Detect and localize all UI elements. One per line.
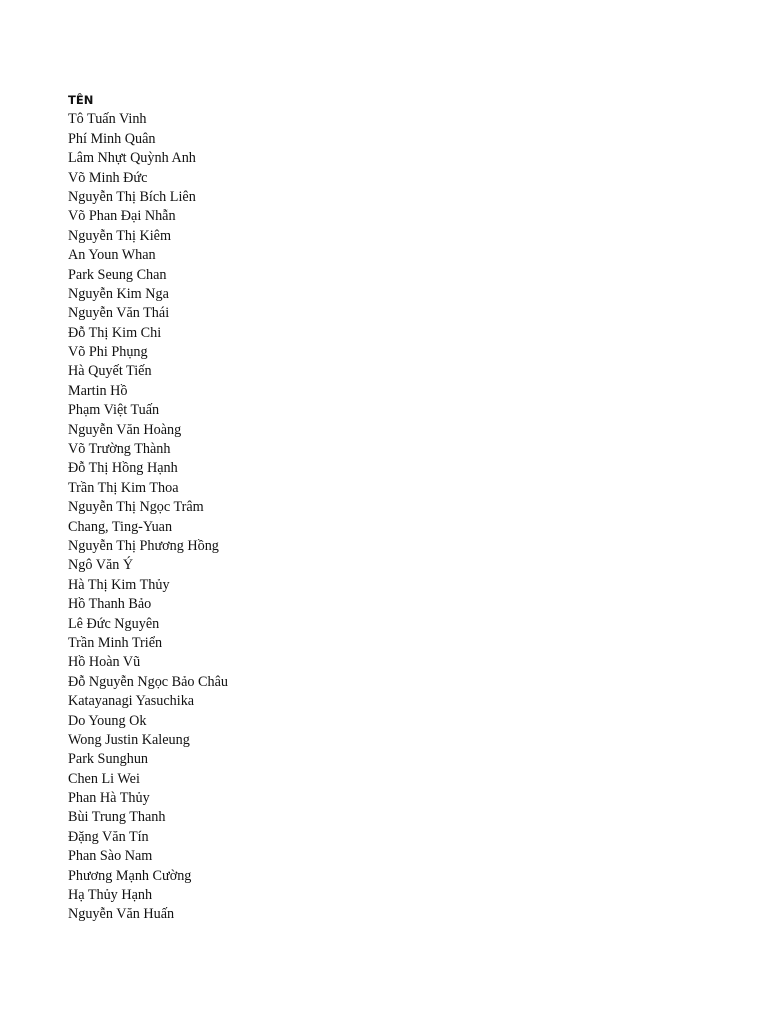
name-row: Đỗ Nguyễn Ngọc Bảo Châu xyxy=(68,673,228,690)
name-row: Chen Li Wei xyxy=(68,770,140,787)
name-row: Nguyễn Thị Kiêm xyxy=(68,227,171,244)
name-row: Chang, Ting-Yuan xyxy=(68,518,173,535)
name-row: Hạ Thủy Hạnh xyxy=(68,887,153,904)
name-row: Phan Sào Nam xyxy=(68,848,153,865)
name-row: Nguyễn Văn Huấn xyxy=(68,906,175,923)
name-row: Park Seung Chan xyxy=(68,266,167,283)
name-row: Ngô Văn Ý xyxy=(68,557,134,574)
name-row: Hồ Thanh Bảo xyxy=(68,596,152,613)
name-row: Hà Thị Kim Thủy xyxy=(68,576,170,593)
name-row: Đỗ Thị Hồng Hạnh xyxy=(68,460,178,477)
name-row: Phí Minh Quân xyxy=(68,130,156,147)
name-row: Phan Hà Thủy xyxy=(68,790,150,807)
name-row: Trần Thị Kim Thoa xyxy=(68,479,179,496)
name-row: Martin Hồ xyxy=(68,382,128,399)
name-row: Nguyễn Văn Hoàng xyxy=(68,421,182,438)
name-row: Park Sunghun xyxy=(68,751,149,768)
name-row: Võ Phan Đại Nhẫn xyxy=(68,208,176,225)
name-row: Phạm Việt Tuấn xyxy=(68,402,160,419)
name-row: Katayanagi Yasuchika xyxy=(68,693,195,710)
name-row: Võ Minh Đức xyxy=(68,169,148,186)
name-row: Nguyễn Thị Bích Liên xyxy=(68,188,196,205)
name-row: Do Young Ok xyxy=(68,712,147,729)
name-sheet xyxy=(68,91,228,925)
name-row: An Youn Whan xyxy=(68,247,156,264)
name-row: Võ Trường Thành xyxy=(68,441,171,458)
name-row: Lê Đức Nguyên xyxy=(68,615,160,632)
name-row: Trần Minh Triển xyxy=(68,634,163,651)
name-row: Đỗ Thị Kim Chi xyxy=(68,324,162,341)
name-row: Võ Phi Phụng xyxy=(68,344,148,361)
name-row: Nguyễn Văn Thái xyxy=(68,305,170,322)
name-row: Nguyễn Thị Ngọc Trâm xyxy=(68,499,204,516)
name-row: Nguyễn Kim Nga xyxy=(68,285,169,302)
name-row: Bùi Trung Thanh xyxy=(68,809,166,826)
name-row: Tô Tuấn Vinh xyxy=(68,111,147,128)
name-row: Đặng Văn Tín xyxy=(68,828,149,845)
name-row: Hà Quyết Tiến xyxy=(68,363,152,380)
name-row: Lâm Nhựt Quỳnh Anh xyxy=(68,150,196,167)
name-row: Hồ Hoàn Vũ xyxy=(68,654,141,671)
name-row: Wong Justin Kaleung xyxy=(68,731,190,748)
name-row: Nguyễn Thị Phương Hồng xyxy=(68,537,219,554)
name-list xyxy=(68,110,228,924)
name-row: Phương Mạnh Cường xyxy=(68,867,192,884)
column-header: TÊN xyxy=(68,93,94,107)
